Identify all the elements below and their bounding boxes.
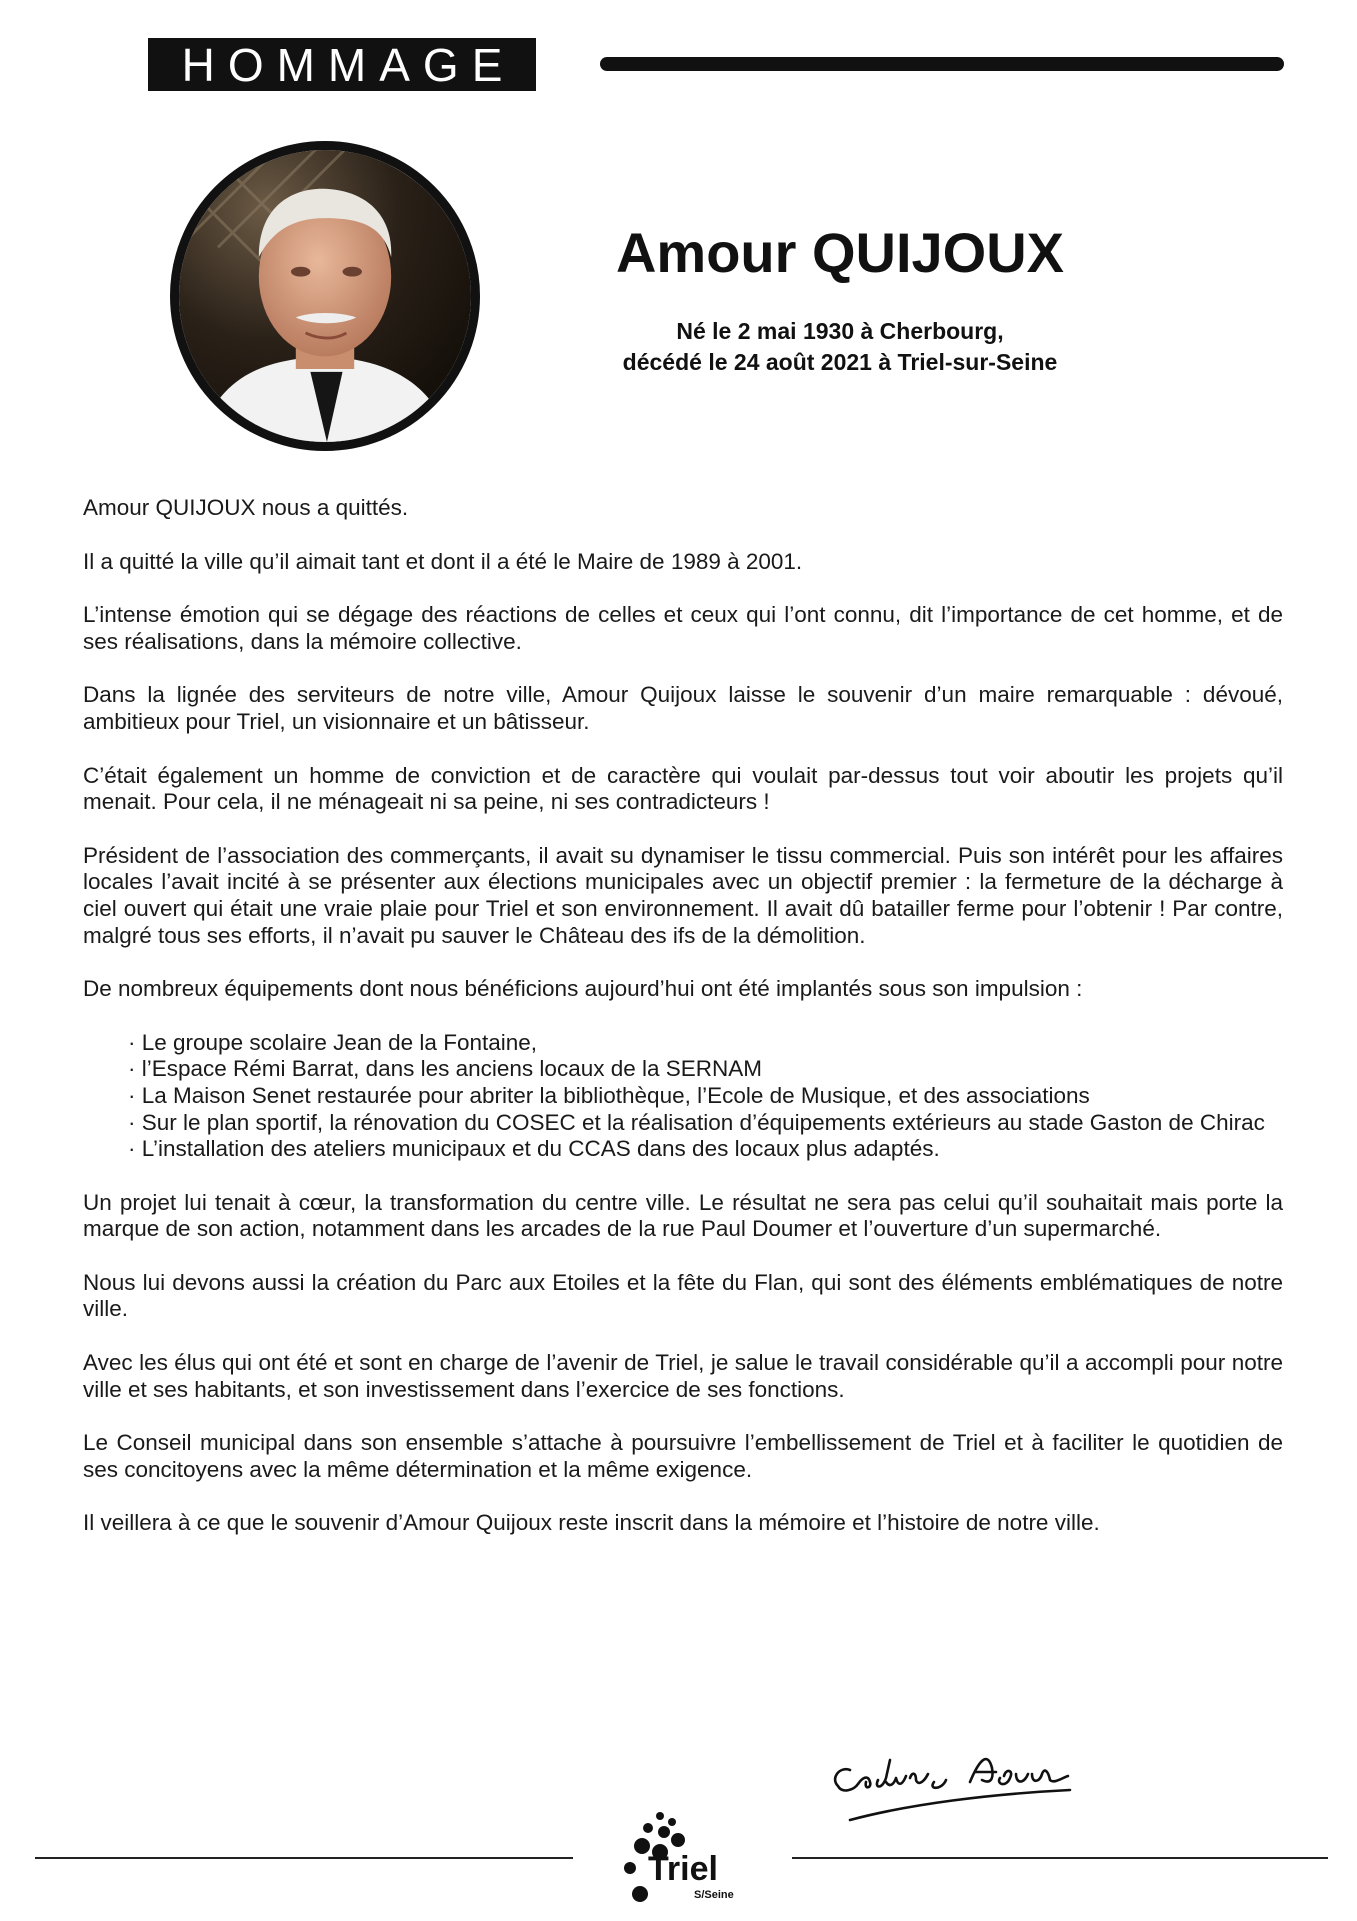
paragraph: Avec les élus qui ont été et sont en charge de l’avenir de Triel, je salue le travail considérable qu’il a accompli pour notre ville et ses habitants, et son investissement dans l’exercice de ses fonctions. xyxy=(83,1350,1283,1402)
triel-logo xyxy=(622,1808,742,1916)
paragraph: Nous lui devons aussi la création du Parc aux Etoiles et la fête du Flan, qui sont des éléments emblématiques de notre ville. xyxy=(83,1269,1283,1322)
list-item: · L’installation des ateliers municipaux et du CCAS dans des locaux plus adaptés. xyxy=(128,1136,940,1162)
paragraph: Amour QUIJOUX nous a quittés. xyxy=(83,495,409,520)
article-body xyxy=(83,495,1283,1564)
list-item: · Le groupe scolaire Jean de la Fontaine, xyxy=(128,1029,538,1055)
paragraph: Un projet lui tenait à cœur, la transformation du centre ville. Le résultat ne sera pas celui qu’il souhaitait mais porte la marque de son action, notamment dans les arcades de la rue Paul Doumer et l’ouverture d’un supermarché. xyxy=(83,1189,1283,1242)
list-item: · Sur le plan sportif, la rénovation du COSEC et la réalisation d’équipements extérieurs au stade Gaston de Chirac xyxy=(128,1109,1265,1135)
paragraph: Il veillera à ce que le souvenir d’Amour Quijoux reste inscrit dans la mémoire et l’histoire de notre ville. xyxy=(83,1510,1100,1536)
list-item: · l’Espace Rémi Barrat, dans les anciens locaux de la SERNAM xyxy=(128,1056,763,1082)
life-dates xyxy=(540,316,1140,378)
list-item: · La Maison Senet restaurée pour abriter la bibliothèque, l’Ecole de Musique, et des associations xyxy=(128,1082,1090,1108)
signature xyxy=(820,1738,1080,1828)
paragraph: Il a quitté la ville qu’il aimait tant et dont il a été le Maire de 1989 à 2001. xyxy=(83,548,803,574)
header-rule xyxy=(600,57,1284,71)
person-name: Amour QUIJOUX xyxy=(615,221,1065,284)
footer-rule-right xyxy=(792,1857,1328,1859)
paragraph: Dans la lignée des serviteurs de notre ville, Amour Quijoux laisse le souvenir d’un maire remarquable : dévoué, ambitieux pour Triel, un visionnaire et un bâtisseur. xyxy=(83,682,1283,734)
paragraph: De nombreux équipements dont nous bénéficions aujourd’hui ont été implantés sous son impulsion : xyxy=(83,976,1083,1002)
portrait-photo xyxy=(170,141,480,451)
logo-text: Triel xyxy=(648,1850,718,1888)
death-line: décédé le 24 août 2021 à Triel-sur-Seine xyxy=(622,349,1058,375)
paragraph: Le Conseil municipal dans son ensemble s’attache à poursuivre l’embellissement de Triel et à faciliter le quotidien de ses concitoyens avec la même détermination et la même exigence. xyxy=(83,1430,1283,1482)
equipment-list xyxy=(83,1030,1283,1163)
paragraph: L’intense émotion qui se dégage des réactions de celles et ceux qui l’ont connu, dit l’importance de cet homme, et de ses réalisations, dans la mémoire collective. xyxy=(83,602,1283,654)
paragraph: C’était également un homme de conviction et de caractère qui voulait par-dessus tout voir aboutir les projets qu’il menait. Pour cela, il ne ménageait ni sa peine, ni ses contradicteurs ! xyxy=(83,762,1283,815)
footer-rule-left xyxy=(35,1857,573,1859)
birth-line: Né le 2 mai 1930 à Cherbourg, xyxy=(676,318,1004,344)
logo-subtext: S/Seine xyxy=(694,1889,734,1901)
paragraph: Président de l’association des commerçants, il avait su dynamiser le tissu commercial. Puis son intérêt pour les affaires locales l’avait incité à se présenter aux élections municipales avec un objectif premier : la fermeture de la décharge à ciel ouvert qui était une vraie plaie pour Triel et son environnement. Il avait dû batailler ferme pour l’obtenir ! Par contre, malgré tous ses efforts, il n’avait pu sauver le Château des ifs de la démolition. xyxy=(83,842,1283,948)
section-label: HOMMAGE xyxy=(148,38,536,91)
